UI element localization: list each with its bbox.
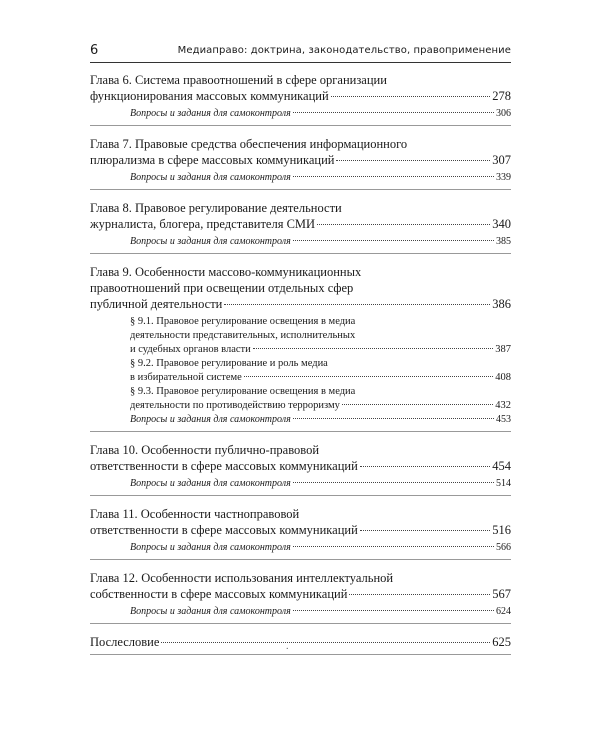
toc-page-number: 567 [492, 587, 511, 601]
divider [90, 559, 511, 560]
toc-entry-title-line: деятельности представительных, исполнительных [130, 330, 356, 341]
toc-entry-title-line: Глава 6. Система правоотношений в сфере организации [90, 73, 387, 87]
toc-entry-title-line: Послесловие [90, 635, 160, 649]
toc-chapter-6[interactable] [90, 72, 511, 104]
divider [90, 495, 511, 496]
leader-dots [224, 304, 490, 305]
leader-dots [244, 376, 493, 377]
divider [90, 189, 511, 190]
toc-questions-ch7[interactable] [130, 171, 511, 185]
toc-entry-title-line: журналиста, блогера, представителя СМИ [90, 217, 316, 231]
toc-questions-ch11[interactable] [130, 541, 511, 555]
toc-entry-title-line: Глава 7. Правовые средства обеспечения информационного [90, 137, 408, 151]
toc-entry-title-line: ответственности в сфере массовых коммуникаций [90, 523, 358, 537]
toc-page-number: 566 [496, 542, 511, 553]
toc-questions-ch10[interactable] [130, 477, 511, 491]
toc-entry-title-line: в избирательной системе [130, 372, 242, 383]
leader-dots [161, 642, 490, 643]
toc-entry-title-line: § 9.1. Правовое регулирование освещения в медиа [130, 316, 356, 327]
toc-chapter-10[interactable] [90, 442, 511, 474]
leader-dots [336, 160, 490, 161]
toc-section-9-1[interactable] [130, 315, 511, 357]
table-of-contents [90, 72, 511, 655]
divider [90, 654, 511, 655]
toc-page-number: 624 [496, 606, 511, 617]
toc-page-number: 386 [492, 297, 511, 311]
footer-mark: . [286, 641, 289, 652]
divider [90, 623, 511, 624]
toc-entry-title-line: Глава 11. Особенности частноправовой [90, 507, 300, 521]
leader-dots [360, 466, 490, 467]
toc-entry-title-line: Глава 9. Особенности массово-коммуникационных [90, 265, 362, 279]
leader-dots [293, 418, 494, 419]
toc-chapter-11[interactable] [90, 506, 511, 538]
leader-dots [293, 610, 494, 611]
toc-entry-title-line: Вопросы и задания для самоконтроля [130, 108, 291, 119]
toc-page-number: 625 [492, 635, 511, 649]
toc-entry-title-line: Вопросы и задания для самоконтроля [130, 414, 291, 425]
toc-entry-title-line: ответственности в сфере массовых коммуникаций [90, 459, 358, 473]
running-title: Медиаправо: доктрина, законодательство, правоприменение [177, 45, 511, 56]
divider [90, 253, 511, 254]
toc-entry-title-line: Вопросы и задания для самоконтроля [130, 236, 291, 247]
toc-questions-ch6[interactable] [130, 107, 511, 121]
toc-chapter-7[interactable] [90, 136, 511, 168]
leader-dots [293, 176, 494, 177]
toc-page-number: 340 [492, 217, 511, 231]
toc-entry-title-line: плюрализма в сфере массовых коммуникаций [90, 153, 335, 167]
toc-page-number: 516 [492, 523, 511, 537]
toc-page-number: 387 [495, 344, 511, 355]
leader-dots [293, 112, 494, 113]
toc-page-number: 454 [492, 459, 511, 473]
toc-entry-title-line: Вопросы и задания для самоконтроля [130, 172, 291, 183]
leader-dots [317, 224, 490, 225]
toc-page-number: 514 [496, 478, 511, 489]
leader-dots [360, 530, 490, 531]
toc-afterword[interactable] [90, 634, 511, 650]
leader-dots [342, 404, 493, 405]
toc-entry-title-line: Глава 8. Правовое регулирование деятельности [90, 201, 342, 215]
leader-dots [331, 96, 491, 97]
leader-dots [253, 348, 493, 349]
toc-page-number: 306 [496, 108, 511, 119]
leader-dots [349, 594, 490, 595]
toc-page-number: 453 [496, 414, 511, 425]
toc-section-9-3[interactable] [130, 385, 511, 413]
toc-entry-title-line: § 9.2. Правовое регулирование и роль медиа [130, 358, 328, 369]
toc-entry-title-line: и судебных органов власти [130, 344, 251, 355]
divider [90, 125, 511, 126]
toc-page-number: 385 [496, 236, 511, 247]
leader-dots [293, 240, 494, 241]
toc-page-number: 339 [496, 172, 511, 183]
toc-entry-title-line: Вопросы и задания для самоконтроля [130, 606, 291, 617]
toc-entry-title-line: деятельности по противодействию терроризму [130, 400, 340, 411]
page-number: 6 [90, 43, 99, 58]
page-header [90, 40, 511, 63]
leader-dots [293, 546, 494, 547]
toc-section-9-2[interactable] [130, 357, 511, 385]
toc-questions-ch9[interactable] [130, 413, 511, 427]
toc-chapter-9[interactable] [90, 264, 511, 312]
toc-entry-title-line: собственности в сфере массовых коммуникаций [90, 587, 348, 601]
toc-page-number: 307 [492, 153, 511, 167]
toc-questions-ch8[interactable] [130, 235, 511, 249]
toc-entry-title-line: правоотношений при освещении отдельных сфер [90, 281, 354, 295]
toc-entry-title-line: функционирования массовых коммуникаций [90, 89, 329, 103]
toc-page-number: 408 [495, 372, 511, 383]
leader-dots [293, 482, 494, 483]
toc-entry-title-line: Глава 12. Особенности использования интеллектуальной [90, 571, 394, 585]
toc-entry-title-line: Вопросы и задания для самоконтроля [130, 478, 291, 489]
toc-chapter-8[interactable] [90, 200, 511, 232]
toc-page-number: 432 [495, 400, 511, 411]
toc-questions-ch12[interactable] [130, 605, 511, 619]
toc-chapter-12[interactable] [90, 570, 511, 602]
toc-entry-title-line: Вопросы и задания для самоконтроля [130, 542, 291, 553]
toc-entry-title-line: Глава 10. Особенности публично-правовой [90, 443, 320, 457]
toc-entry-title-line: § 9.3. Правовое регулирование освещения в медиа [130, 386, 356, 397]
divider [90, 431, 511, 432]
toc-page-number: 278 [492, 89, 511, 103]
toc-entry-title-line: публичной деятельности [90, 297, 223, 311]
